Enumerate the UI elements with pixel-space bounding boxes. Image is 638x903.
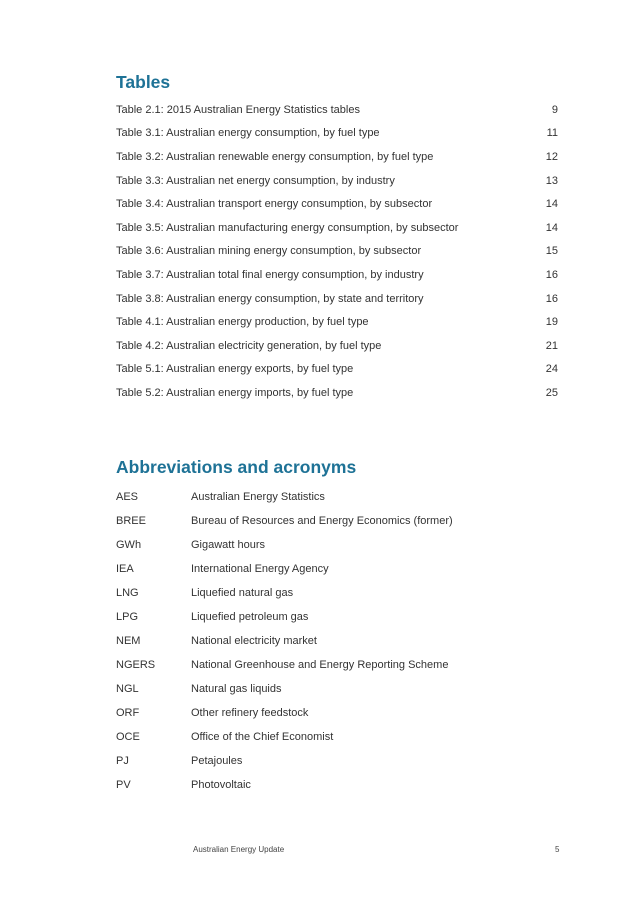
toc-entry-page: 16 [545, 292, 558, 305]
toc-entry-label: Table 3.5: Australian manufacturing energy consumption, by subsector [116, 221, 459, 234]
abbreviation-term: NGERS [116, 659, 156, 671]
abbreviation-definition: Photovoltaic [191, 779, 251, 791]
abbreviation-definition: Liquefied petroleum gas [191, 611, 309, 623]
abbreviation-term: AES [116, 491, 139, 503]
abbreviation-row [116, 581, 556, 605]
toc-entry-page: 14 [545, 198, 558, 211]
abbreviation-definition: Australian Energy Statistics [191, 491, 325, 503]
abbreviation-row [116, 557, 556, 581]
abbreviation-definition: Natural gas liquids [191, 683, 282, 695]
toc-entry-label: Table 4.1: Australian energy production, by fuel type [116, 316, 369, 329]
abbreviation-row [116, 605, 556, 629]
abbreviation-term: OCE [116, 731, 140, 743]
toc-entry-page: 24 [545, 363, 558, 376]
toc-entry[interactable] [116, 145, 558, 169]
abbreviation-term: PJ [116, 755, 129, 767]
abbreviation-term: LNG [116, 587, 139, 599]
abbreviation-term: BREE [116, 515, 146, 527]
toc-entry-label: Table 3.2: Australian renewable energy consumption, by fuel type [116, 150, 434, 163]
tables-list [116, 98, 558, 405]
toc-entry-page: 11 [546, 127, 558, 140]
abbreviation-row [116, 653, 556, 677]
toc-entry-page: 14 [545, 221, 558, 234]
abbreviation-term: IEA [116, 563, 134, 575]
abbreviation-definition: Other refinery feedstock [191, 707, 309, 719]
toc-entry[interactable] [116, 122, 558, 146]
abbreviation-term: GWh [116, 539, 142, 551]
tables-heading: Tables [116, 72, 171, 92]
abbreviation-definition: National electricity market [191, 635, 317, 647]
abbreviation-definition: Petajoules [191, 755, 243, 767]
abbreviation-row [116, 725, 556, 749]
footer-title: Australian Energy Update [193, 845, 285, 854]
toc-entry[interactable] [116, 381, 558, 405]
toc-entry[interactable] [116, 287, 558, 311]
abbreviation-definition: International Energy Agency [191, 563, 329, 575]
toc-entry[interactable] [116, 216, 558, 240]
toc-entry-page: 19 [545, 316, 558, 329]
toc-entry[interactable] [116, 334, 558, 358]
footer-page-number: 5 [555, 845, 560, 854]
toc-entry-page: 12 [545, 150, 558, 163]
toc-entry[interactable] [116, 358, 558, 382]
toc-entry-page: 16 [545, 268, 558, 281]
toc-entry-label: Table 3.3: Australian net energy consumption, by industry [116, 174, 395, 187]
abbreviation-definition: Gigawatt hours [191, 539, 265, 551]
abbreviation-row [116, 773, 556, 797]
abbreviation-term: ORF [116, 707, 140, 719]
abbreviation-row [116, 533, 556, 557]
toc-entry-label: Table 3.6: Australian mining energy consumption, by subsector [116, 245, 422, 258]
toc-entry-page: 25 [545, 386, 558, 399]
toc-entry[interactable] [116, 263, 558, 287]
abbreviation-row [116, 485, 556, 509]
toc-entry-label: Table 4.2: Australian electricity generation, by fuel type [116, 339, 382, 352]
toc-entry-label: Table 2.1: 2015 Australian Energy Statistics tables [116, 103, 360, 116]
toc-entry-label: Table 3.8: Australian energy consumption, by state and territory [116, 292, 424, 305]
toc-entry[interactable] [116, 240, 558, 264]
toc-entry-page: 9 [551, 103, 558, 116]
abbreviation-definition: Office of the Chief Economist [191, 731, 334, 743]
toc-entry[interactable] [116, 192, 558, 216]
abbreviation-row [116, 677, 556, 701]
toc-entry-label: Table 5.2: Australian energy imports, by fuel type [116, 386, 354, 399]
toc-entry-page: 15 [545, 245, 558, 258]
toc-entry[interactable] [116, 169, 558, 193]
abbreviation-definition: Bureau of Resources and Energy Economics (former) [191, 515, 453, 527]
toc-entry-label: Table 5.1: Australian energy exports, by fuel type [116, 363, 354, 376]
abbreviation-row [116, 509, 556, 533]
abbreviation-term: PV [116, 779, 131, 791]
abbreviation-definition: National Greenhouse and Energy Reporting Scheme [191, 659, 449, 671]
abbreviation-term: NGL [116, 683, 139, 695]
toc-entry-page: 21 [545, 339, 558, 352]
toc-entry-label: Table 3.7: Australian total final energy consumption, by industry [116, 268, 424, 281]
abbreviation-term: NEM [116, 635, 141, 647]
toc-entry-label: Table 3.1: Australian energy consumption, by fuel type [116, 127, 380, 140]
abbreviations-heading: Abbreviations and acronyms [116, 457, 357, 477]
abbreviation-term: LPG [116, 611, 139, 623]
abbreviation-row [116, 749, 556, 773]
abbreviation-row [116, 629, 556, 653]
toc-entry[interactable] [116, 310, 558, 334]
abbreviations-list [116, 485, 556, 797]
abbreviation-definition: Liquefied natural gas [191, 587, 294, 599]
abbreviation-row [116, 701, 556, 725]
toc-entry-label: Table 3.4: Australian transport energy consumption, by subsector [116, 198, 433, 211]
toc-entry[interactable] [116, 98, 558, 122]
toc-entry-page: 13 [545, 174, 558, 187]
